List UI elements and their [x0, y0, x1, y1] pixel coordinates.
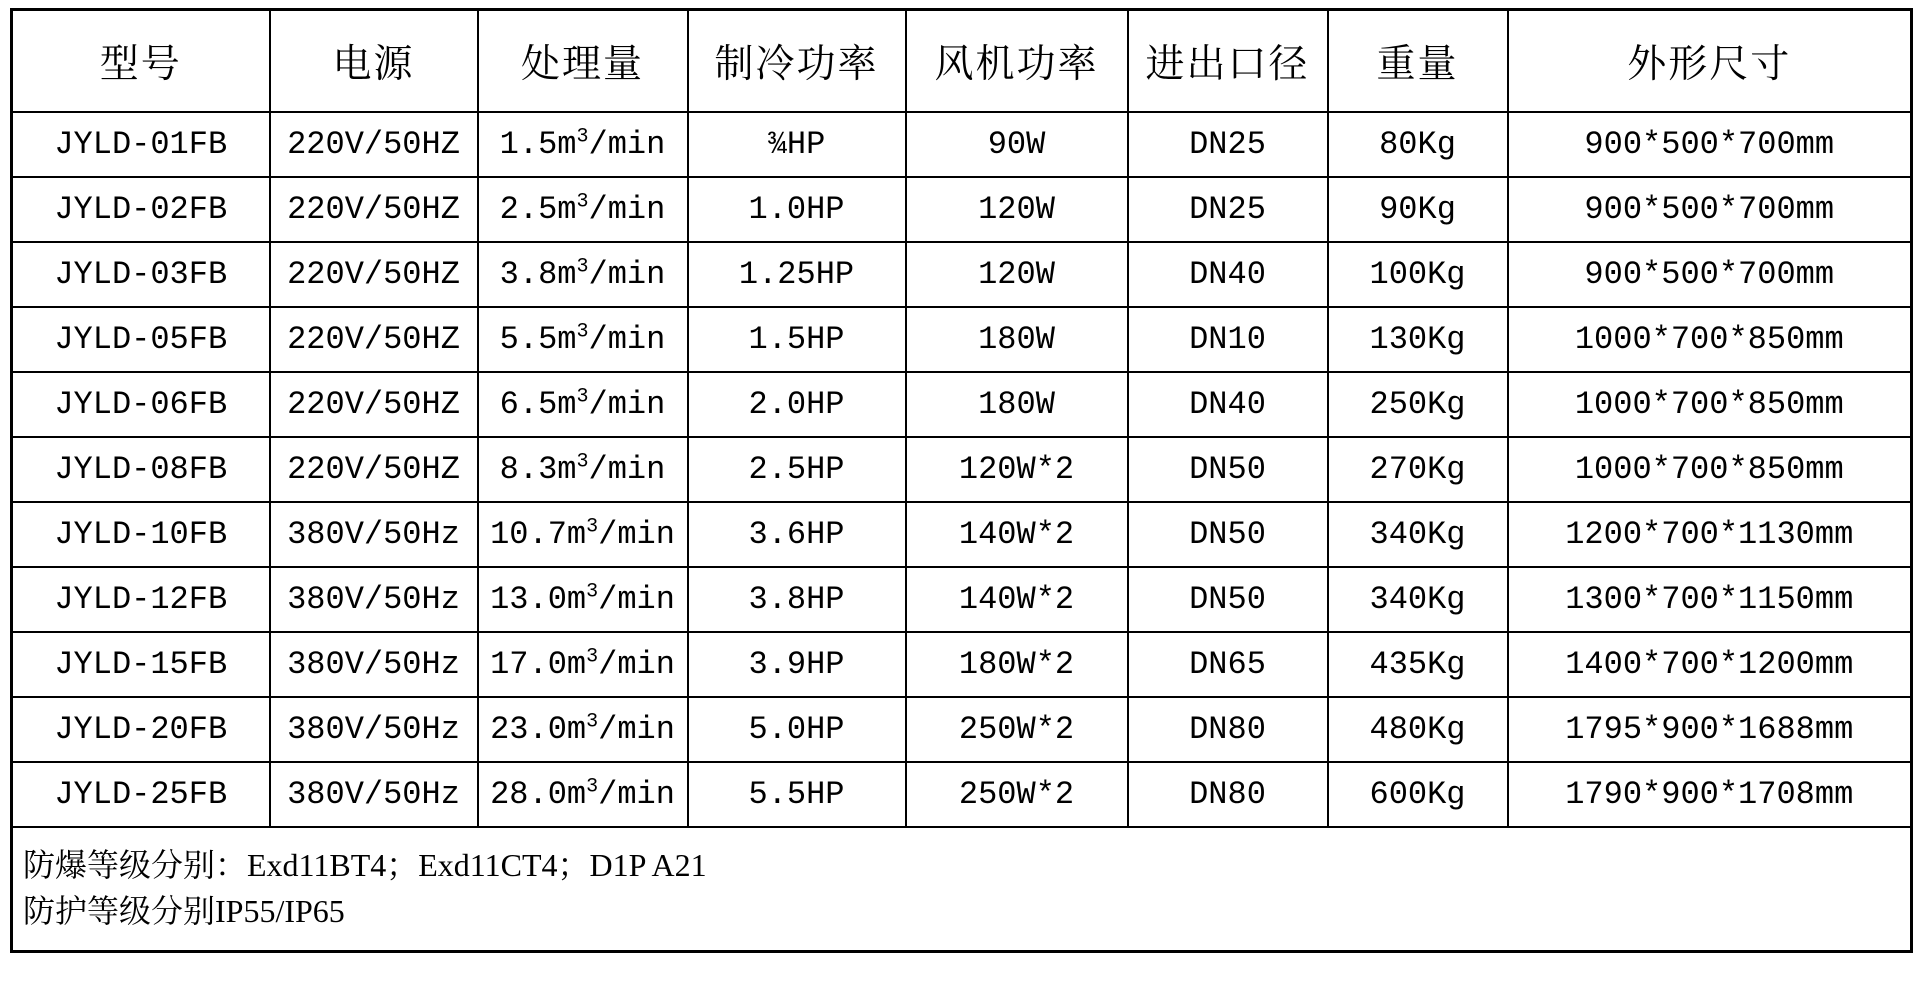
capacity-superscript: 3 [586, 515, 599, 539]
capacity-unit: /min [588, 321, 666, 358]
cell-model: JYLD-08FB [12, 437, 270, 502]
cell-fan-power: 120W [906, 177, 1128, 242]
cell-fan-power: 250W*2 [906, 697, 1128, 762]
cell-fan-power: 140W*2 [906, 502, 1128, 567]
cell-capacity [478, 112, 688, 177]
cell-fan-power: 140W*2 [906, 567, 1128, 632]
cell-fan-power: 180W [906, 372, 1128, 437]
capacity-superscript: 3 [576, 125, 589, 149]
header-row [12, 10, 1912, 113]
cell-model: JYLD-06FB [12, 372, 270, 437]
cell-cooling-power: 5.5HP [688, 762, 906, 827]
table-row [12, 242, 1912, 307]
cell-dimensions: 1200*700*1130mm [1508, 502, 1912, 567]
cell-dimensions: 1795*900*1688mm [1508, 697, 1912, 762]
cell-port-diameter: DN40 [1128, 372, 1328, 437]
capacity-value: 17.0 [490, 646, 567, 683]
capacity-prefix: m [557, 126, 577, 163]
cell-weight: 480Kg [1328, 697, 1508, 762]
cell-model: JYLD-02FB [12, 177, 270, 242]
column-header-capacity: 处理量 [478, 10, 688, 113]
table-row [12, 632, 1912, 697]
capacity-superscript: 3 [576, 450, 589, 474]
cell-fan-power: 180W [906, 307, 1128, 372]
capacity-unit: /min [598, 646, 675, 683]
column-header-weight: 重量 [1328, 10, 1508, 113]
capacity-unit: /min [588, 191, 666, 228]
capacity-prefix: m [557, 256, 577, 293]
capacity-unit: /min [598, 776, 675, 813]
cell-dimensions: 1400*700*1200mm [1508, 632, 1912, 697]
column-header-fan-power: 风机功率 [906, 10, 1128, 113]
cell-cooling-power: 1.25HP [688, 242, 906, 307]
capacity-value: 3.8 [499, 256, 558, 293]
cell-port-diameter: DN10 [1128, 307, 1328, 372]
cell-port-diameter: DN50 [1128, 567, 1328, 632]
cell-port-diameter: DN65 [1128, 632, 1328, 697]
table-header [12, 10, 1912, 113]
cell-capacity [478, 177, 688, 242]
note-explosion-proof-rating: 防爆等级分别：Exd11BT4；Exd11CT4；D1P A21 [23, 846, 707, 883]
cell-power-supply: 220V/50HZ [270, 307, 478, 372]
cell-dimensions: 1000*700*850mm [1508, 372, 1912, 437]
specification-table [10, 8, 1913, 953]
cell-power-supply: 380V/50Hz [270, 502, 478, 567]
cell-cooling-power: 3.6HP [688, 502, 906, 567]
capacity-prefix: m [557, 451, 577, 488]
capacity-value: 13.0 [490, 581, 567, 618]
cell-weight: 340Kg [1328, 567, 1508, 632]
cell-dimensions: 900*500*700mm [1508, 177, 1912, 242]
cell-fan-power: 90W [906, 112, 1128, 177]
cell-port-diameter: DN25 [1128, 177, 1328, 242]
table-row [12, 307, 1912, 372]
cell-fan-power: 120W [906, 242, 1128, 307]
cell-dimensions: 900*500*700mm [1508, 112, 1912, 177]
capacity-prefix: m [566, 776, 587, 813]
cell-port-diameter: DN50 [1128, 437, 1328, 502]
capacity-prefix: m [566, 516, 587, 553]
capacity-superscript: 3 [586, 645, 599, 669]
cell-dimensions: 900*500*700mm [1508, 242, 1912, 307]
cell-power-supply: 220V/50HZ [270, 177, 478, 242]
cell-capacity [478, 632, 688, 697]
capacity-prefix: m [566, 581, 587, 618]
column-header-dimensions: 外形尺寸 [1508, 10, 1912, 113]
capacity-value: 10.7 [490, 516, 567, 553]
capacity-value: 5.5 [499, 321, 558, 358]
cell-capacity [478, 762, 688, 827]
cell-weight: 600Kg [1328, 762, 1508, 827]
column-header-port-diameter: 进出口径 [1128, 10, 1328, 113]
capacity-superscript: 3 [576, 385, 589, 409]
note-protection-rating: 防护等级分别IP55/IP65 [23, 893, 345, 929]
cell-capacity [478, 372, 688, 437]
capacity-value: 6.5 [499, 386, 558, 423]
cell-model: JYLD-10FB [12, 502, 270, 567]
table-row [12, 372, 1912, 437]
cell-power-supply: 380V/50Hz [270, 567, 478, 632]
table-row [12, 437, 1912, 502]
cell-cooling-power: 5.0HP [688, 697, 906, 762]
capacity-prefix: m [557, 191, 577, 228]
cell-power-supply: 220V/50HZ [270, 437, 478, 502]
cell-weight: 100Kg [1328, 242, 1508, 307]
cell-dimensions: 1300*700*1150mm [1508, 567, 1912, 632]
table-row [12, 112, 1912, 177]
capacity-superscript: 3 [586, 580, 599, 604]
cell-capacity [478, 697, 688, 762]
cell-capacity [478, 437, 688, 502]
cell-cooling-power: 3.9HP [688, 632, 906, 697]
cell-capacity [478, 242, 688, 307]
column-header-power-supply: 电源 [270, 10, 478, 113]
capacity-prefix: m [557, 386, 577, 423]
capacity-unit: /min [598, 711, 675, 748]
cell-cooling-power: 2.5HP [688, 437, 906, 502]
cell-fan-power: 120W*2 [906, 437, 1128, 502]
cell-fan-power: 250W*2 [906, 762, 1128, 827]
capacity-unit: /min [598, 516, 675, 553]
cell-power-supply: 220V/50HZ [270, 372, 478, 437]
cell-weight: 250Kg [1328, 372, 1508, 437]
cell-weight: 80Kg [1328, 112, 1508, 177]
cell-port-diameter: DN50 [1128, 502, 1328, 567]
capacity-value: 1.5 [499, 126, 558, 163]
capacity-unit: /min [588, 256, 666, 293]
cell-weight: 340Kg [1328, 502, 1508, 567]
capacity-value: 8.3 [499, 451, 558, 488]
cell-model: JYLD-01FB [12, 112, 270, 177]
cell-cooling-power: 3.8HP [688, 567, 906, 632]
cell-weight: 270Kg [1328, 437, 1508, 502]
table-row [12, 697, 1912, 762]
cell-dimensions: 1790*900*1708mm [1508, 762, 1912, 827]
cell-power-supply: 220V/50HZ [270, 112, 478, 177]
capacity-unit: /min [588, 386, 666, 423]
cell-port-diameter: DN80 [1128, 697, 1328, 762]
capacity-superscript: 3 [576, 320, 589, 344]
notes-cell [12, 827, 1912, 952]
cell-port-diameter: DN80 [1128, 762, 1328, 827]
cell-model: JYLD-12FB [12, 567, 270, 632]
capacity-superscript: 3 [586, 775, 599, 799]
cell-weight: 435Kg [1328, 632, 1508, 697]
cell-power-supply: 220V/50HZ [270, 242, 478, 307]
cell-cooling-power: 2.0HP [688, 372, 906, 437]
cell-fan-power: 180W*2 [906, 632, 1128, 697]
cell-capacity [478, 502, 688, 567]
column-header-model: 型号 [12, 10, 270, 113]
cell-weight: 130Kg [1328, 307, 1508, 372]
cell-model: JYLD-05FB [12, 307, 270, 372]
capacity-superscript: 3 [586, 710, 599, 734]
cell-cooling-power: ¾HP [688, 112, 906, 177]
capacity-value: 2.5 [499, 191, 558, 228]
capacity-superscript: 3 [576, 255, 589, 279]
capacity-prefix: m [566, 646, 587, 683]
capacity-value: 23.0 [490, 711, 567, 748]
cell-model: JYLD-03FB [12, 242, 270, 307]
column-header-cooling-power: 制冷功率 [688, 10, 906, 113]
capacity-prefix: m [566, 711, 587, 748]
cell-port-diameter: DN25 [1128, 112, 1328, 177]
cell-power-supply: 380V/50Hz [270, 762, 478, 827]
cell-model: JYLD-25FB [12, 762, 270, 827]
cell-capacity [478, 567, 688, 632]
cell-power-supply: 380V/50Hz [270, 632, 478, 697]
cell-model: JYLD-15FB [12, 632, 270, 697]
cell-capacity [478, 307, 688, 372]
table-body [12, 112, 1912, 952]
cell-power-supply: 380V/50Hz [270, 697, 478, 762]
capacity-prefix: m [557, 321, 577, 358]
cell-cooling-power: 1.5HP [688, 307, 906, 372]
table-row [12, 502, 1912, 567]
cell-weight: 90Kg [1328, 177, 1508, 242]
capacity-value: 28.0 [490, 776, 567, 813]
notes-row [12, 827, 1912, 952]
cell-dimensions: 1000*700*850mm [1508, 437, 1912, 502]
cell-port-diameter: DN40 [1128, 242, 1328, 307]
cell-model: JYLD-20FB [12, 697, 270, 762]
table-row [12, 762, 1912, 827]
capacity-superscript: 3 [576, 190, 589, 214]
cell-dimensions: 1000*700*850mm [1508, 307, 1912, 372]
cell-cooling-power: 1.0HP [688, 177, 906, 242]
table-row [12, 567, 1912, 632]
table-row [12, 177, 1912, 242]
capacity-unit: /min [588, 451, 666, 488]
capacity-unit: /min [598, 581, 675, 618]
capacity-unit: /min [588, 126, 666, 163]
